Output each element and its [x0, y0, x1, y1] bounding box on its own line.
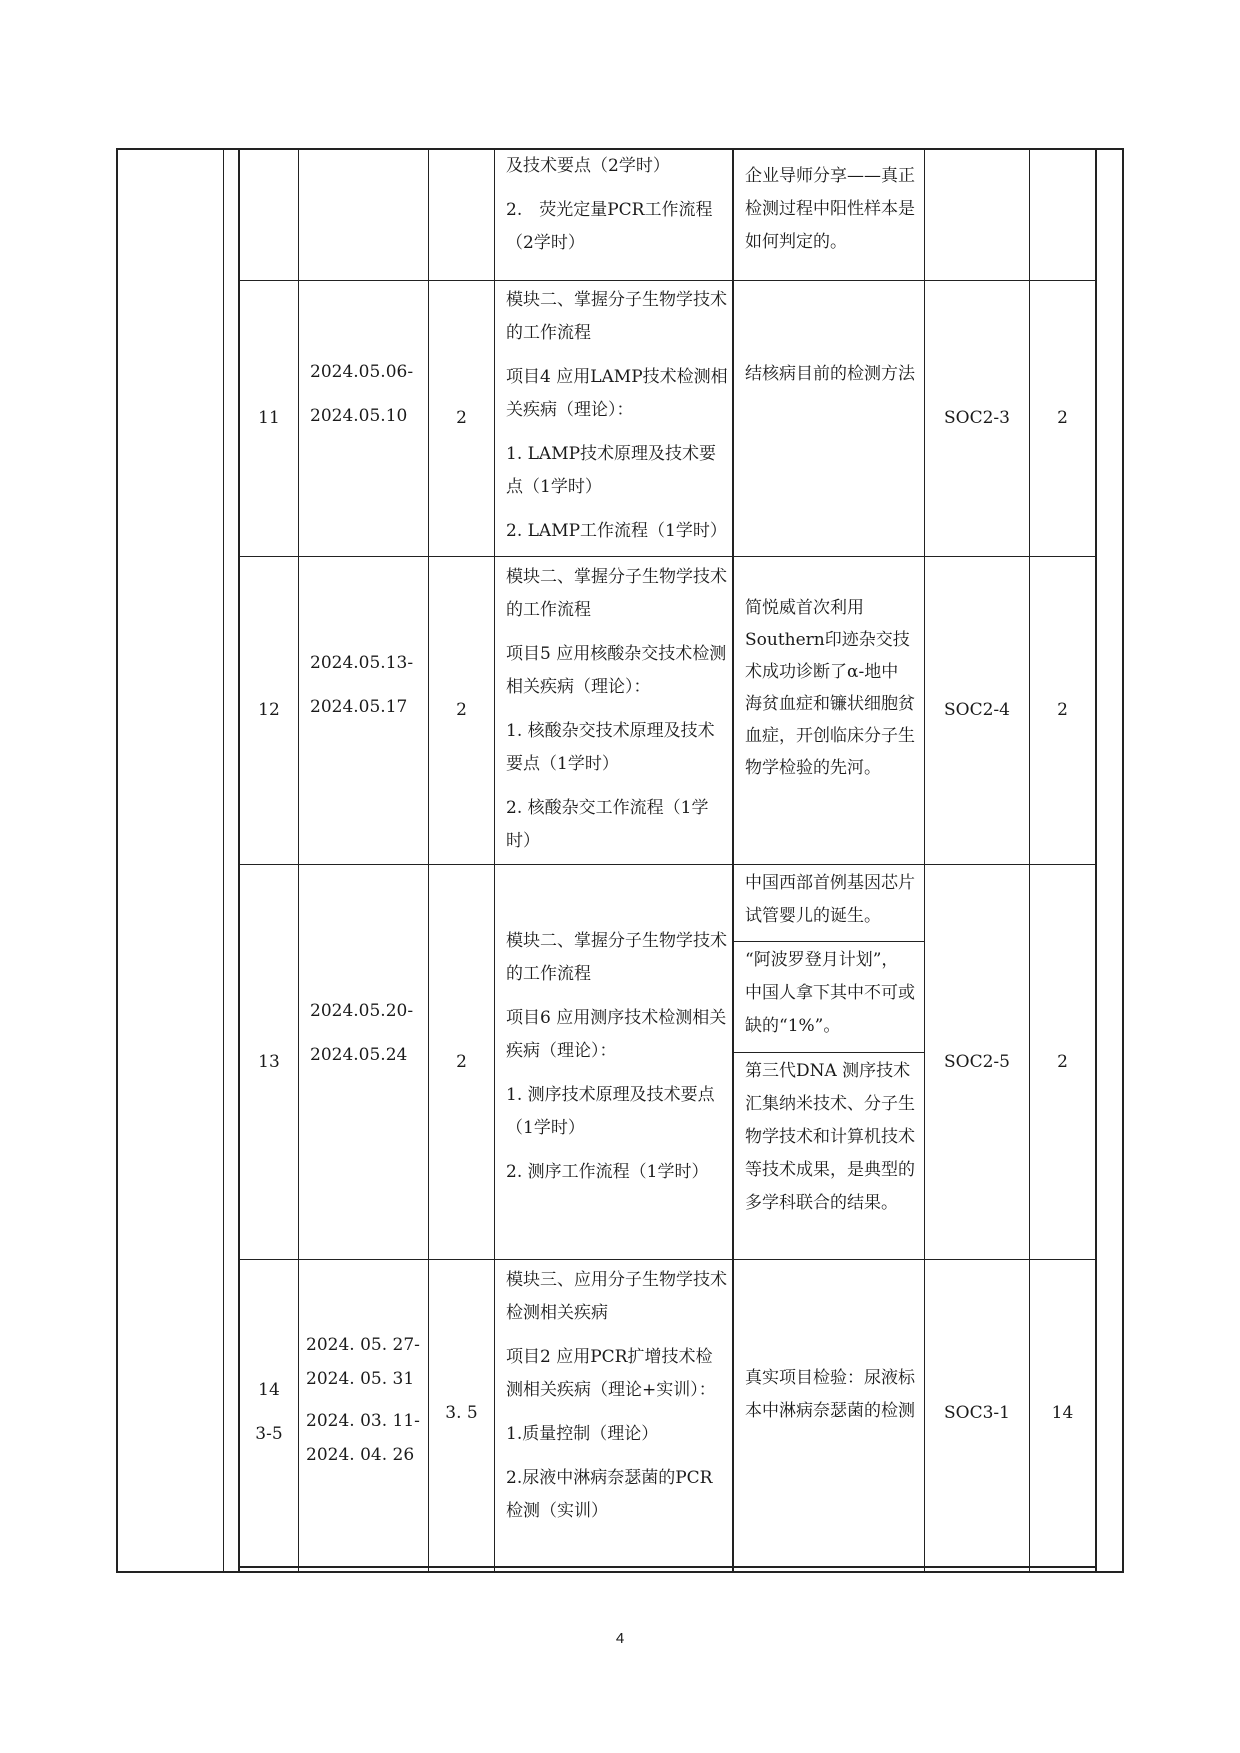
hours-value: 2	[456, 700, 467, 720]
ideology-cell	[745, 592, 915, 784]
ideology-text: 中国西部首例基因芯片试管婴儿的诞生。	[745, 873, 915, 926]
ideology-cell	[745, 358, 915, 391]
divider	[732, 148, 734, 1573]
course-content-line: 2. 荧光定量PCR工作流程（2学时）	[506, 200, 713, 253]
date-range: 2024. 05. 27- 2024. 05. 31 2024. 03. 11- 2024. 04. 26	[306, 1335, 420, 1465]
count-value: 14	[1051, 1402, 1074, 1423]
ideology-text: 真实项目检验：尿液标本中淋病奈瑟菌的检测	[745, 1368, 915, 1421]
ideology-text: “阿波罗登月计划”，中国人拿下其中不可或缺的“1%”。	[745, 950, 915, 1036]
table-row	[506, 150, 728, 260]
hours-value: 2	[456, 408, 467, 428]
ideology-cell	[745, 160, 915, 259]
course-content: 模块二、掌握分子生物学技术的工作流程 项目4 应用LAMP技术检测相关疾病（理论）： 1. LAMP技术原理及技术要点（1学时） 2. LAMP工作流程（1学时）	[506, 290, 728, 541]
date-range: 2024.05.13- 2024.05.17	[310, 653, 414, 717]
course-content: 模块二、掌握分子生物学技术的工作流程 项目5 应用核酸杂交技术检测相关疾病（理论）： 1. 核酸杂交技术原理及技术要点（1学时） 2. 核酸杂交工作流程（1学时）	[506, 567, 727, 851]
ideology-cell	[745, 1055, 915, 1220]
cell-subdivider	[733, 941, 925, 942]
date-range: 2024.05.06- 2024.05.10	[310, 362, 414, 426]
row-divider	[240, 1566, 1097, 1568]
ideology-text: 简悦威首次利用Southern印迹杂交技术成功诊断了α-地中海贫血症和镰状细胞贫血症，开创临床分子生物学检验的先河。	[745, 598, 915, 778]
date-range: 2024.05.20- 2024.05.24	[310, 1001, 414, 1065]
course-content: 模块三、应用分子生物学技术检测相关疾病 项目2 应用PCR扩增技术检测相关疾病（理论+实训）： 1.质量控制（理论） 2.尿液中淋病奈瑟菌的PCR检测（实训）	[506, 1270, 727, 1521]
objective-code: SOC2-3	[944, 408, 1010, 428]
course-content: 模块二、掌握分子生物学技术的工作流程 项目6 应用测序技术检测相关疾病（理论）： 1. 测序技术原理及技术要点（1学时） 2. 测序工作流程（1学时）	[506, 931, 727, 1182]
week-number: 12	[258, 700, 280, 720]
count-value: 2	[1057, 700, 1068, 720]
objective-code: SOC3-1	[944, 1402, 1010, 1423]
hours-value: 3. 5	[445, 1402, 478, 1423]
objective-code: SOC2-4	[944, 700, 1010, 720]
week-number: 14 3-5	[255, 1380, 283, 1444]
hours-value: 2	[456, 1051, 467, 1072]
week-number: 13	[258, 1051, 280, 1072]
course-content-line: 及技术要点（2学时）	[506, 156, 670, 176]
count-value: 2	[1057, 1051, 1068, 1072]
week-number: 11	[258, 408, 280, 428]
count-value: 2	[1057, 408, 1068, 428]
ideology-text: 结核病目前的检测方法	[745, 364, 915, 384]
page-number: 4	[615, 1630, 625, 1647]
objective-code: SOC2-5	[944, 1051, 1010, 1072]
ideology-text: 第三代DNA 测序技术汇集纳米技术、分子生物学技术和计算机技术等技术成果，是典型的多学科联合的结果。	[745, 1061, 915, 1213]
divider	[1095, 148, 1097, 1573]
ideology-cell	[745, 1362, 915, 1428]
cell-subdivider	[733, 1052, 925, 1053]
ideology-cell	[745, 944, 915, 1043]
divider	[494, 148, 495, 1573]
ideology-text: 企业导师分享——真正检测过程中阳性样本是如何判定的。	[745, 166, 915, 252]
ideology-cell	[745, 867, 915, 933]
divider	[223, 148, 224, 1573]
divider	[298, 148, 299, 1573]
